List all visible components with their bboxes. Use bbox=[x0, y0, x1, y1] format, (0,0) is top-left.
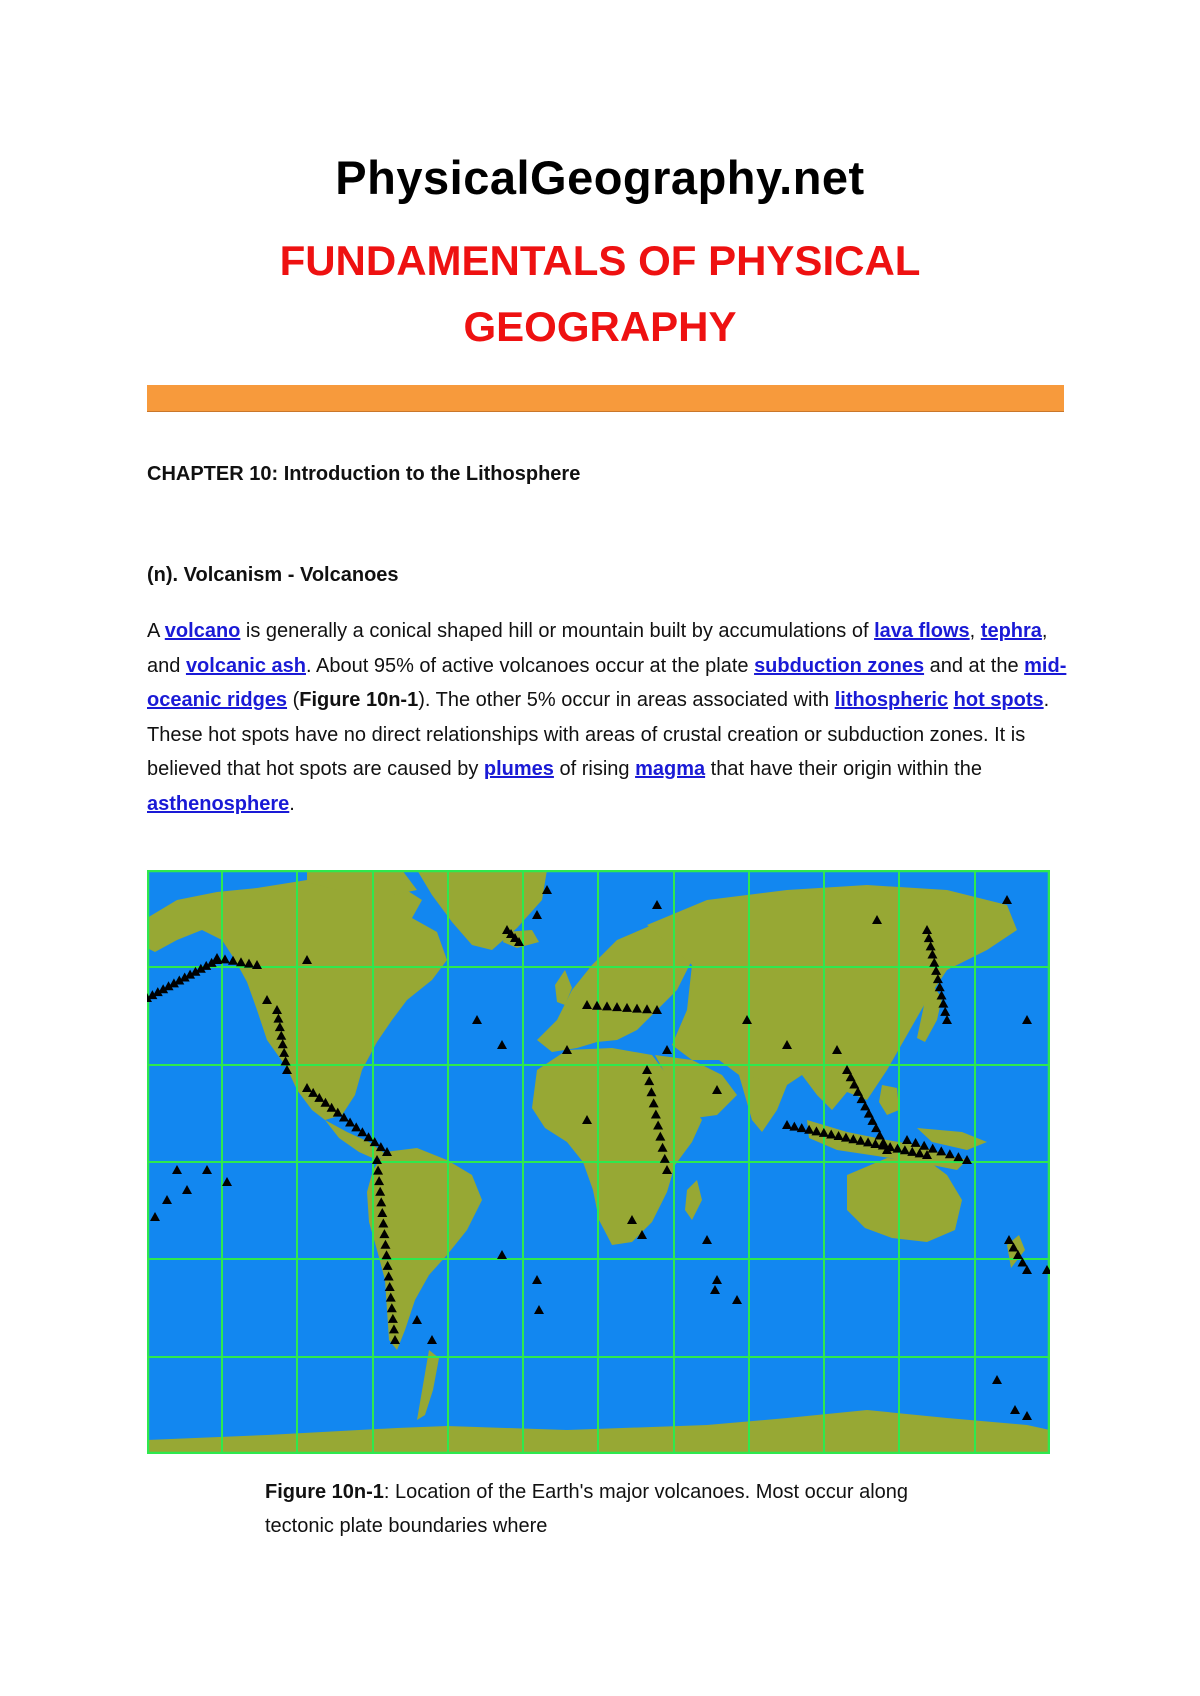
text: . About 95% of active volcanoes occur at the plate bbox=[306, 654, 755, 677]
text: A bbox=[147, 620, 165, 642]
caption-text: : Location of the Earth's major volcanoes. Most occur along tectonic plate boundaries where bbox=[265, 1481, 909, 1537]
link-subduction-zones[interactable]: subduction zones bbox=[754, 654, 925, 677]
text: , bbox=[969, 620, 981, 642]
link-hot-spots[interactable]: hot spots bbox=[953, 689, 1044, 712]
book-title-line-1: FUNDAMENTALS OF PHYSICAL bbox=[279, 237, 921, 284]
figure-label: Figure 10n-1 bbox=[265, 1481, 384, 1503]
figure-reference: Figure 10n-1 bbox=[299, 689, 419, 712]
text: that have their origin within the bbox=[705, 758, 982, 781]
book-title bbox=[150, 228, 1050, 360]
text: and at the bbox=[924, 654, 1025, 677]
link-volcanic-ash[interactable]: volcanic ash bbox=[185, 654, 306, 677]
text: . These hot spots have no direct relationships with areas of crustal creation or subduction zones. It is believed that hot spots are caused by bbox=[147, 689, 1050, 781]
orange-divider bbox=[147, 385, 1064, 412]
link-asthenosphere[interactable]: asthenosphere bbox=[147, 792, 290, 815]
text: is generally a conical shaped hill or mountain built by accumulations of bbox=[240, 620, 875, 642]
link-lithospheric[interactable]: lithospheric bbox=[834, 689, 949, 712]
link-volcano[interactable]: volcano bbox=[164, 620, 241, 642]
body-paragraph bbox=[147, 614, 1067, 822]
text: ( bbox=[287, 689, 300, 712]
text: . bbox=[289, 792, 295, 815]
link-lava-flows[interactable]: lava flows bbox=[874, 620, 970, 642]
figure-caption bbox=[265, 1475, 925, 1543]
chapter-heading: CHAPTER 10: Introduction to the Lithosphere bbox=[147, 463, 581, 485]
book-title-line-2: GEOGRAPHY bbox=[463, 303, 737, 350]
text: ). The other 5% occur in areas associated with bbox=[418, 689, 835, 712]
link-mid-oceanic-ridges[interactable]: mid-oceanic ridges bbox=[147, 654, 1067, 712]
link-tephra[interactable]: tephra bbox=[980, 620, 1042, 642]
link-plumes[interactable]: plumes bbox=[483, 758, 554, 781]
link-magma[interactable]: magma bbox=[635, 758, 706, 781]
section-heading: (n). Volcanism - Volcanoes bbox=[147, 564, 399, 586]
world-volcano-map bbox=[147, 870, 1050, 1454]
text: of rising bbox=[553, 758, 636, 781]
text: , and bbox=[147, 620, 1048, 677]
site-title: PhysicalGeography.net bbox=[335, 151, 865, 204]
